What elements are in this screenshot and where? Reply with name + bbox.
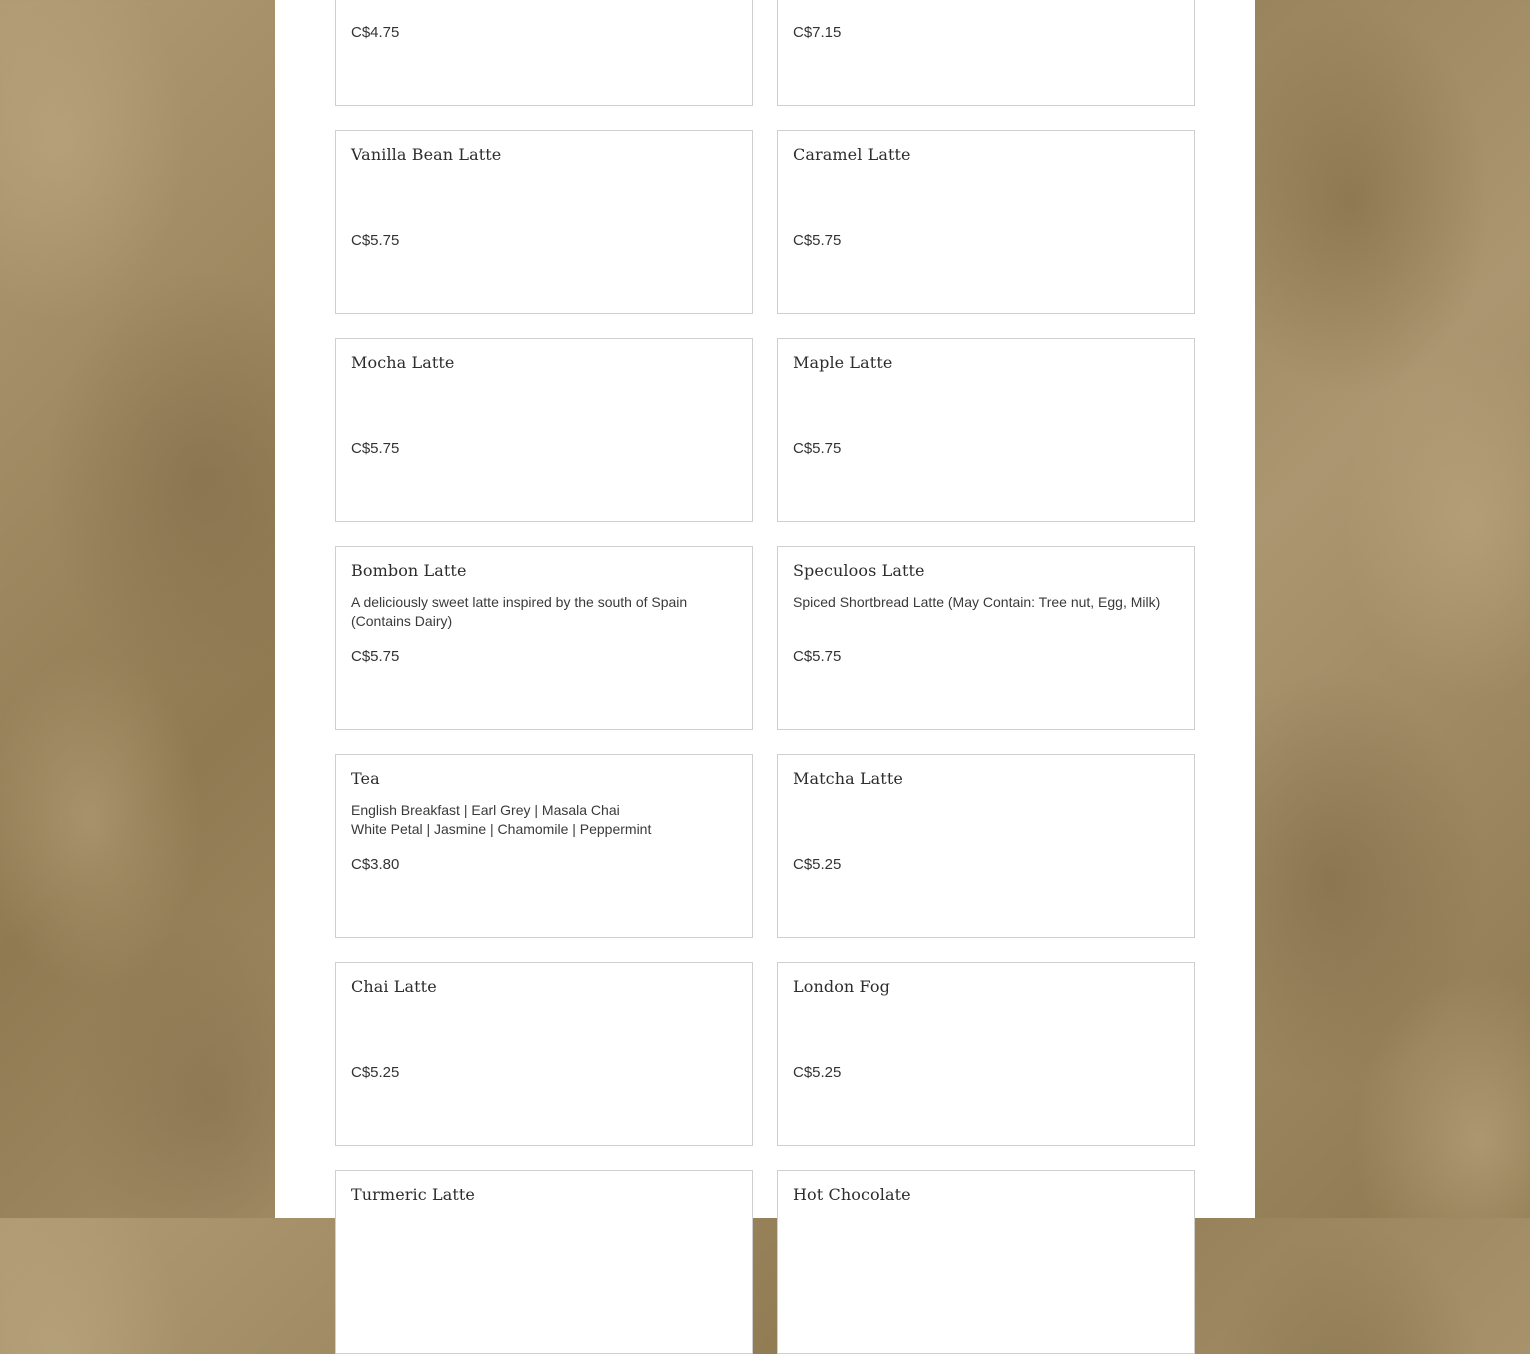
item-name: Vanilla Bean Latte xyxy=(351,145,502,164)
item-price: C$5.75 xyxy=(793,232,842,249)
item-price: C$5.75 xyxy=(793,440,842,457)
item-price: C$5.75 xyxy=(351,648,400,665)
item-name: Tea xyxy=(351,769,380,788)
item-name: Bombon Latte xyxy=(351,561,467,580)
item-price: C$5.25 xyxy=(793,856,842,873)
item-price: C$4.75 xyxy=(351,24,400,41)
item-price: C$3.80 xyxy=(351,856,400,873)
item-price: C$5.75 xyxy=(793,648,842,665)
menu-item-card[interactable] xyxy=(335,338,753,522)
menu-grid xyxy=(335,0,1195,1354)
menu-item-card[interactable] xyxy=(777,338,1195,522)
menu-item-card[interactable] xyxy=(335,546,753,730)
item-name: Hot Chocolate xyxy=(793,1185,911,1204)
menu-item-card[interactable] xyxy=(777,0,1195,106)
item-price: C$5.25 xyxy=(351,1064,400,1081)
menu-item-card[interactable] xyxy=(777,130,1195,314)
item-name: Caramel Latte xyxy=(793,145,911,164)
item-name: Maple Latte xyxy=(793,353,893,372)
item-description: English Breakfast | Earl Grey | Masala Chai White Petal | Jasmine | Chamomile | Peppermint xyxy=(351,802,652,837)
item-price: C$7.15 xyxy=(793,24,842,41)
menu-panel xyxy=(275,0,1255,1218)
menu-item-card[interactable] xyxy=(777,754,1195,938)
item-price: C$5.25 xyxy=(793,1064,842,1081)
item-description: A deliciously sweet latte inspired by the south of Spain (Contains Dairy) xyxy=(351,594,688,629)
menu-item-card[interactable] xyxy=(777,546,1195,730)
menu-item-card[interactable] xyxy=(777,1170,1195,1354)
item-name: Speculoos Latte xyxy=(793,561,925,580)
menu-item-card[interactable] xyxy=(335,130,753,314)
item-name: Chai Latte xyxy=(351,977,437,996)
item-name: Mocha Latte xyxy=(351,353,455,372)
item-price: C$5.75 xyxy=(351,440,400,457)
item-description: Spiced Shortbread Latte (May Contain: Tree nut, Egg, Milk) xyxy=(793,594,1161,610)
menu-item-card[interactable] xyxy=(335,1170,753,1354)
item-name: Turmeric Latte xyxy=(351,1185,475,1204)
item-name: Matcha Latte xyxy=(793,769,903,788)
menu-item-card[interactable] xyxy=(335,962,753,1146)
menu-item-card[interactable] xyxy=(777,962,1195,1146)
menu-item-card[interactable] xyxy=(335,0,753,106)
menu-item-card[interactable] xyxy=(335,754,753,938)
item-name: London Fog xyxy=(793,977,890,996)
item-price: C$5.75 xyxy=(351,232,400,249)
